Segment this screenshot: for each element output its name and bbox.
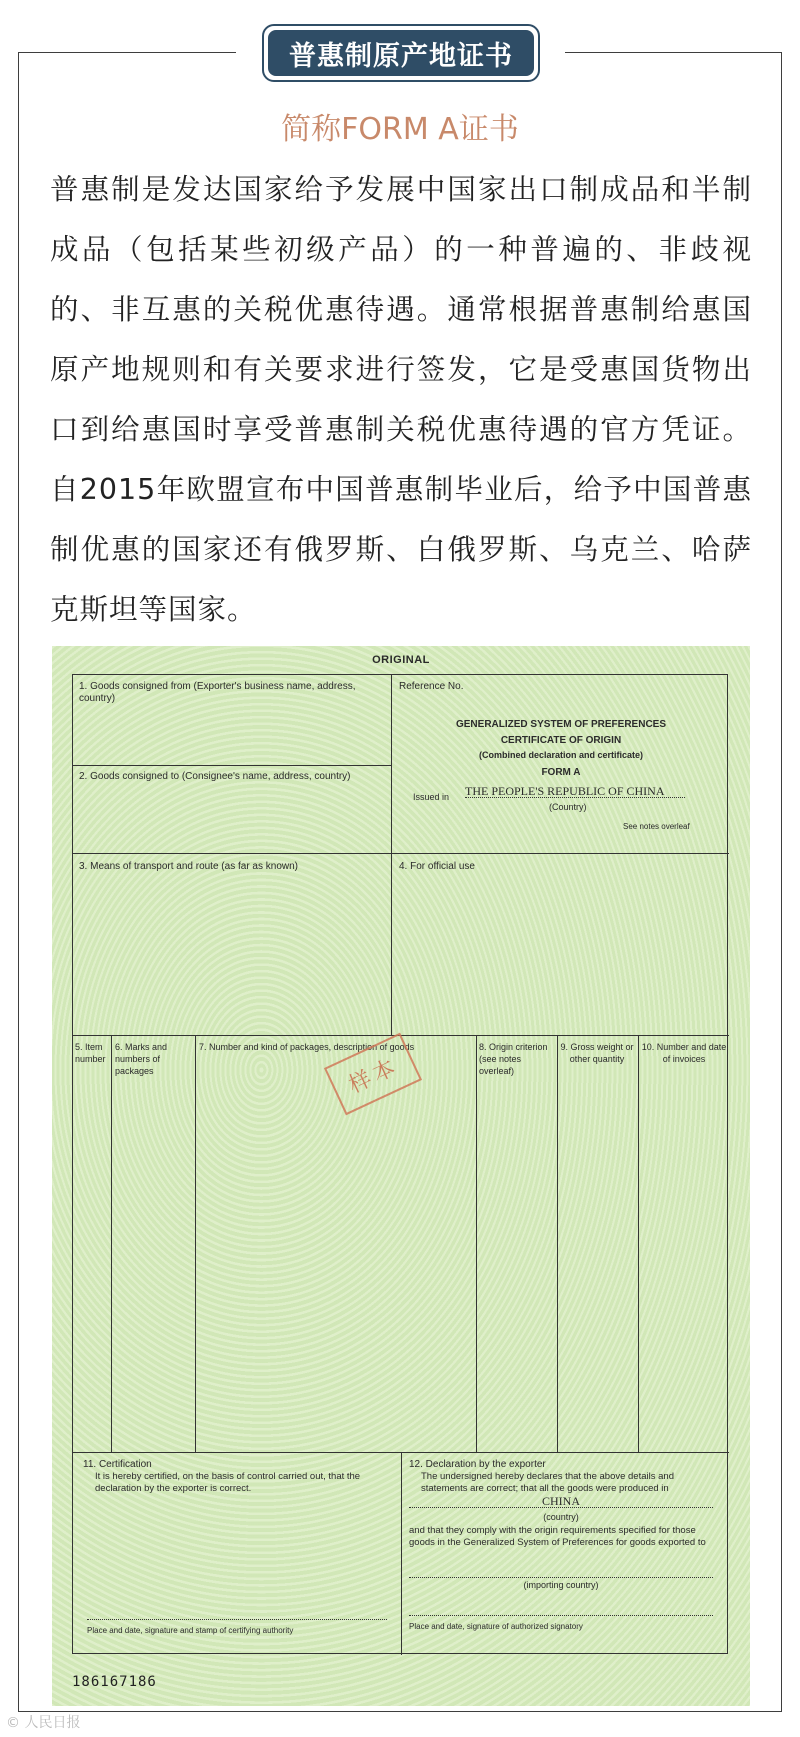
box10-label: 10. Number and date of invoices	[641, 1042, 727, 1064]
certificate-grid	[72, 674, 728, 1654]
body-paragraph: 普惠制是发达国家给予发展中国家出口制成品和半制成品（包括某些初级产品）的一种普遍的、非歧视的、非互惠的关税优惠待遇。通常根据普惠制给惠国原产地规则和有关要求进行签发，它是受惠国货物出口到给惠国时享受普惠制关税优惠待遇的官方凭证。自2015年欧盟宣布中国普惠制毕业后，给予中国普惠制优惠的国家还有俄罗斯、白俄罗斯、乌克兰、哈萨克斯坦等国家。	[50, 173, 752, 626]
page-title: 普惠制原产地证书	[268, 30, 534, 76]
coo-title: CERTIFICATE OF ORIGIN	[500, 735, 622, 746]
box11-title: 11. Certification	[83, 1459, 152, 1470]
certificate-form-a	[52, 646, 750, 1706]
box12-sign-line	[409, 1605, 713, 1616]
box6-label: 6. Marks and numbers of packages	[115, 1042, 168, 1076]
divider	[557, 1035, 558, 1452]
divider	[73, 765, 391, 766]
issued-in-label: Issued in	[413, 792, 450, 802]
box12-title: 12. Declaration by the exporter	[409, 1459, 546, 1470]
divider	[111, 1035, 112, 1452]
box2-label: 2. Goods consigned to (Consignee's name, address, country)	[79, 771, 351, 782]
divider	[391, 675, 392, 1035]
importing-country-line	[409, 1567, 713, 1578]
box12-text2: and that they comply with the origin requirements specified for those goods in the Generalized System of Preferences for goods exported to	[409, 1525, 706, 1548]
frame-top-left	[18, 52, 236, 53]
box1-label: 1. Goods consigned from (Exporter's business name, address, country)	[79, 681, 356, 704]
original-label: ORIGINAL	[372, 654, 430, 666]
page-subtitle: 简称FORM A证书	[281, 112, 519, 147]
box12-text1: The undersigned hereby declares that the above details and statements are correct; that all the goods were produced in	[421, 1471, 674, 1494]
importing-country-caption: (importing country)	[523, 1580, 599, 1590]
divider	[195, 1035, 196, 1452]
box12-sign-caption: Place and date, signature of authorized signatory	[409, 1622, 583, 1631]
gsp-title: GENERALIZED SYSTEM OF PREFERENCES	[455, 719, 667, 730]
divider	[401, 1452, 402, 1655]
see-notes: See notes overleaf	[623, 822, 690, 831]
box5-label: 5. Item number	[75, 1042, 106, 1064]
box12-country-value: CHINA	[409, 1495, 713, 1508]
title-badge	[262, 24, 540, 82]
country-caption: (Country)	[549, 802, 587, 812]
box7-label: 7. Number and kind of packages, description of goods	[199, 1042, 415, 1052]
box9-label: 9. Gross weight or other quantity	[560, 1042, 634, 1064]
box11-sign-caption: Place and date, signature and stamp of certifying authority	[87, 1626, 294, 1635]
divider	[476, 1035, 477, 1452]
box11-sign-line	[87, 1613, 387, 1620]
box8-label: 8. Origin criterion (see notes overleaf)	[479, 1042, 548, 1076]
issued-in-value: THE PEOPLE'S REPUBLIC OF CHINA	[465, 785, 685, 798]
box11-text: It is hereby certified, on the basis of control carried out, that the declaration by the exporter is correct.	[95, 1471, 361, 1494]
sample-stamp: 样本	[324, 1033, 422, 1116]
divider	[638, 1035, 639, 1452]
combined-label: (Combined declaration and certificate)	[478, 750, 644, 760]
watermark: © 人民日报	[6, 1715, 81, 1731]
box4-label: 4. For official use	[399, 861, 475, 872]
serial-number: 186167186	[72, 1674, 157, 1690]
form-a-label: FORM A	[541, 767, 581, 778]
box12-country-caption: (country)	[543, 1512, 579, 1522]
divider	[73, 853, 729, 854]
reference-label: Reference No.	[399, 681, 464, 692]
frame-top-right	[565, 52, 782, 53]
box3-label: 3. Means of transport and route (as far as known)	[79, 861, 298, 872]
